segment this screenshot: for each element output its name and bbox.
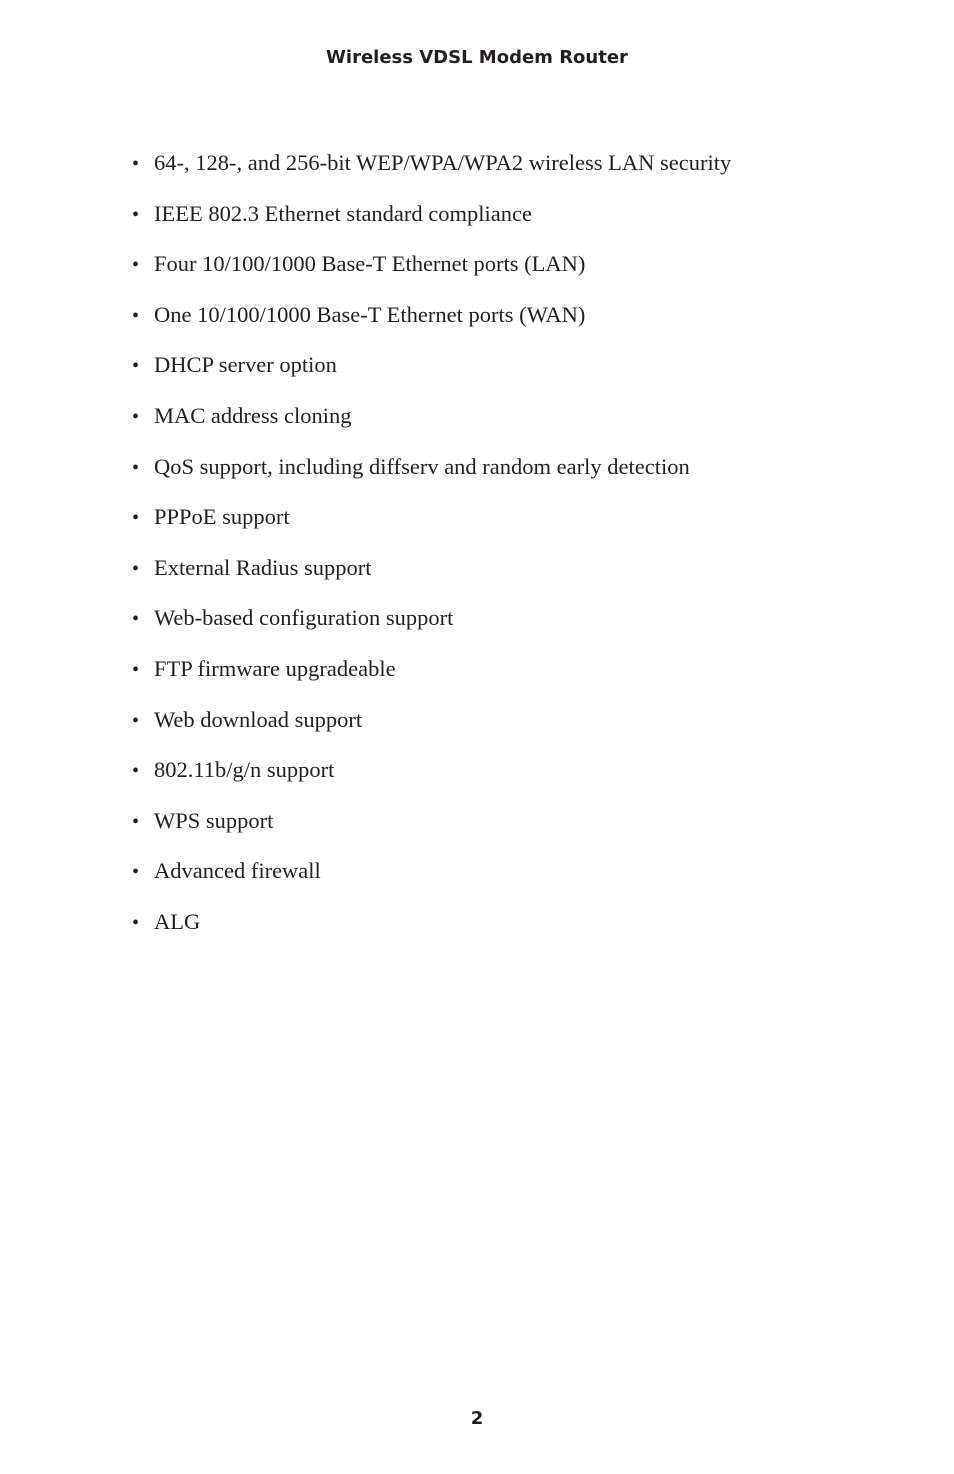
list-item <box>132 593 892 644</box>
bullet-icon: • <box>132 861 140 884</box>
list-item <box>132 442 892 493</box>
list-item-text: 802.11b/g/n support <box>154 757 335 783</box>
list-item-text: MAC address cloning <box>154 402 352 428</box>
list-item <box>132 138 892 189</box>
list-item <box>132 391 892 442</box>
bullet-icon: • <box>132 456 140 479</box>
list-item <box>132 239 892 290</box>
list-item <box>132 189 892 240</box>
bullet-icon: • <box>132 911 140 934</box>
bullet-icon: • <box>132 355 140 378</box>
list-item <box>132 745 892 796</box>
list-item-text: WPS support <box>154 807 274 833</box>
list-item-text: ALG <box>154 908 201 934</box>
list-item-text: FTP firmware upgradeable <box>154 655 396 681</box>
list-item <box>132 796 892 847</box>
bullet-icon: • <box>132 557 140 580</box>
list-item-text: Advanced firewall <box>154 858 321 884</box>
list-item-text: Web-based configuration support <box>154 605 454 631</box>
list-item <box>132 644 892 695</box>
bullet-icon: • <box>132 658 140 681</box>
list-item <box>132 340 892 391</box>
page-number: 2 <box>470 1408 484 1429</box>
list-item-text: Four 10/100/1000 Base-T Ethernet ports (LAN) <box>154 251 586 277</box>
list-item-text: DHCP server option <box>154 352 337 378</box>
list-item <box>132 543 892 594</box>
list-item-text: External Radius support <box>154 554 372 580</box>
feature-list <box>132 138 892 948</box>
list-item-text: PPPoE support <box>154 504 290 530</box>
bullet-icon: • <box>132 254 140 277</box>
list-item-text: Web download support <box>154 706 363 732</box>
bullet-icon: • <box>132 405 140 428</box>
list-item <box>132 897 892 948</box>
list-item <box>132 290 892 341</box>
bullet-icon: • <box>132 304 140 327</box>
bullet-icon: • <box>132 709 140 732</box>
list-item-text: 64-, 128-, and 256-bit WEP/WPA/WPA2 wireless LAN security <box>154 150 732 175</box>
bullet-icon: • <box>132 608 140 631</box>
bullet-icon: • <box>132 810 140 833</box>
bullet-icon: • <box>132 507 140 530</box>
running-header: Wireless VDSL Modem Router <box>326 47 628 68</box>
list-item-text: One 10/100/1000 Base-T Ethernet ports (WAN) <box>154 301 586 327</box>
list-item-text: IEEE 802.3 Ethernet standard compliance <box>154 200 532 226</box>
list-item <box>132 492 892 543</box>
list-item <box>132 846 892 897</box>
list-item-text: QoS support, including diffserv and random early detection <box>154 453 690 479</box>
bullet-icon: • <box>132 760 140 783</box>
bullet-icon: • <box>132 153 140 175</box>
bullet-icon: • <box>132 203 140 226</box>
list-item <box>132 695 892 746</box>
